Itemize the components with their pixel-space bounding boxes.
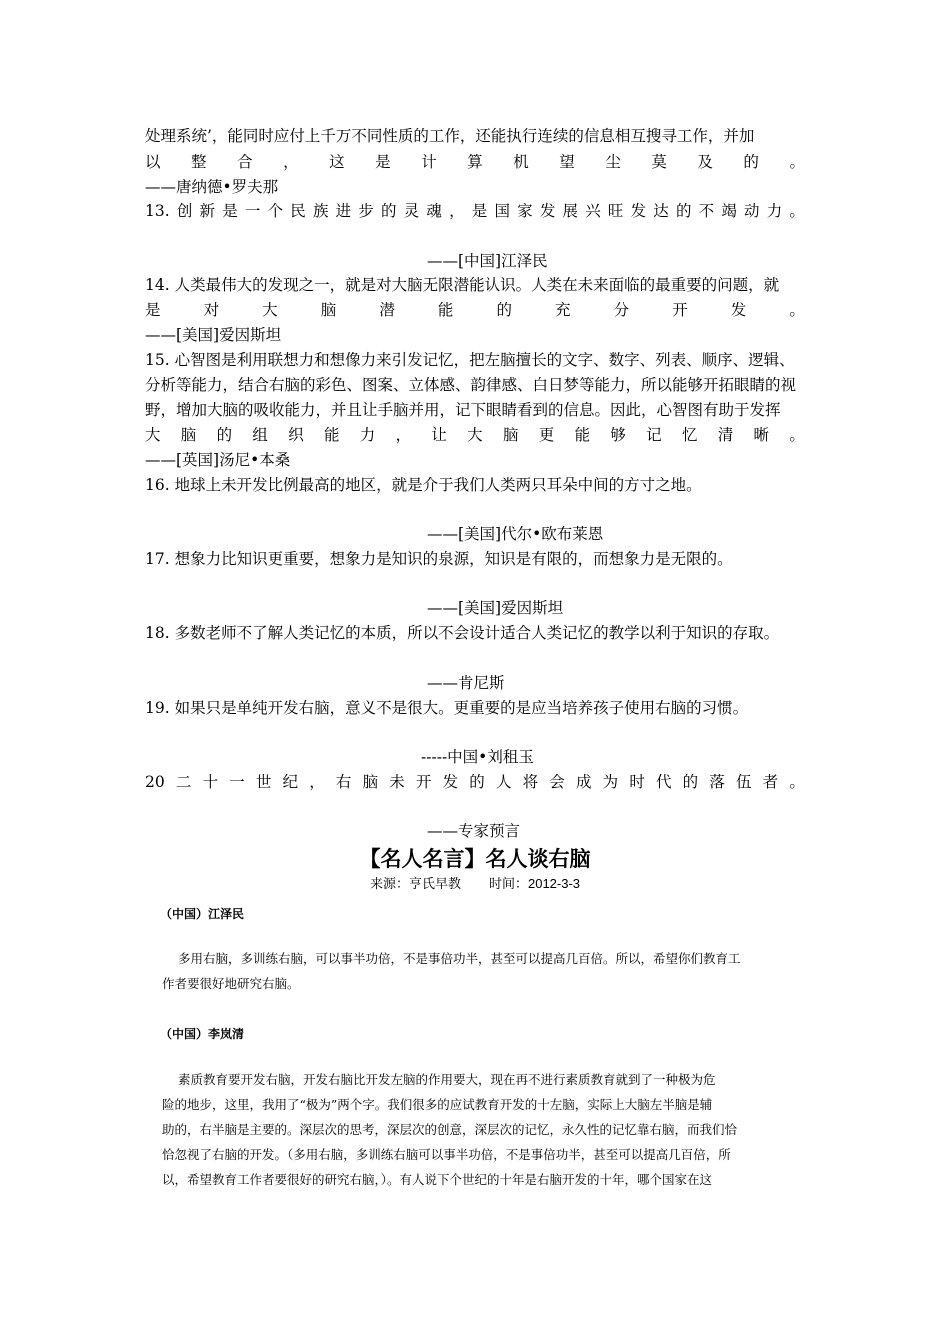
paragraph-line: 多用右脑，多训练右脑，可以事半功倍，不是事倍功半，甚至可以提高几百倍。所以，希望你们教育工 <box>178 951 741 966</box>
justified-char: 纪 <box>282 773 299 791</box>
quote-12-line-1: 处理系统’，能同时应付上千万不同性质的工作，还能执行连续的信息相互搜寻工作，并加 <box>145 127 755 145</box>
quote-14-line-1: 14. 人类最伟大的发现之一，就是对大脑无限潜能认识。人类在未来面临的最重要的问题，就 <box>145 276 780 294</box>
quote-13-line <box>145 199 805 223</box>
justified-char: 13. <box>145 202 170 220</box>
justified-char: 够 <box>610 426 626 444</box>
speaker-name-1: （中国）江泽民 <box>160 907 245 921</box>
paragraph-line: 助的，右半脑是主要的。深层次的思考，深层次的创意，深层次的记忆，永久性的记忆靠右脑，而我们恰 <box>162 1122 738 1137</box>
justified-char: 充 <box>555 301 571 319</box>
justified-char: 大 <box>145 426 161 444</box>
justified-char: 未 <box>389 773 405 791</box>
justified-char: 一 <box>229 773 245 791</box>
justified-char: 家 <box>517 202 533 220</box>
justified-char: 进 <box>335 202 352 220</box>
speaker-2-paragraph <box>162 1067 792 1192</box>
justified-char: 人 <box>495 773 512 791</box>
justified-char: 兴 <box>585 202 601 220</box>
justified-char: 灵 <box>403 202 420 220</box>
justified-char: 的 <box>216 426 233 444</box>
justified-char: 动 <box>744 202 760 220</box>
justified-char: 世 <box>255 773 272 791</box>
paragraph-line: 素质教育要开发右脑，开发右脑比开发左脑的作用要大，现在再不进行素质教育就到了一种极为危 <box>178 1072 716 1087</box>
justified-char: 国 <box>494 202 510 220</box>
justified-char: 将 <box>522 773 539 791</box>
quote-12-attribution: ——唐纳德•罗夫那 <box>145 178 279 196</box>
quote-20-line <box>145 770 805 794</box>
quote-16-line: 16. 地球上未开发比例最高的地区，就是介于我们人类两只耳朵中间的方寸之地。 <box>145 476 702 494</box>
justified-char: 发 <box>730 301 747 319</box>
quote-14-line-2 <box>145 298 805 322</box>
justified-char: 。 <box>789 426 805 444</box>
justified-char: 及 <box>697 153 713 171</box>
justified-char: 是 <box>145 301 161 319</box>
justified-char: 尘 <box>605 153 621 171</box>
justified-char: 记 <box>646 426 662 444</box>
speaker-1-paragraph <box>162 946 792 996</box>
justified-char: 能 <box>323 426 340 444</box>
justified-char: 合 <box>237 153 253 171</box>
justified-char: 力 <box>766 202 783 220</box>
justified-char: ， <box>449 202 465 220</box>
justified-char: 开 <box>415 773 432 791</box>
quote-15-line-4 <box>145 423 805 447</box>
quote-15-line-2: 分析等能力，结合右脑的彩色、图案、立体感、韵律感、白日梦等能力，所以能够开拓眼睛的视 <box>145 376 797 394</box>
justified-char: 十 <box>202 773 219 791</box>
justified-char: 。 <box>789 301 805 319</box>
justified-char: 20 <box>145 773 165 791</box>
justified-char: 能 <box>574 426 591 444</box>
paragraph-line: 以，希望教育工作者要很好的研究右脑，）。有人说下个世纪的十年是右脑开发的十年，哪个国家在这 <box>162 1172 713 1187</box>
quote-19-line: 19. 如果只是单纯开发右脑，意义不是很大。更重要的是应当培养孩子使用右脑的习惯。 <box>145 699 749 717</box>
justified-char: 脑 <box>502 426 519 444</box>
justified-char: 。 <box>789 202 805 220</box>
justified-char: 算 <box>467 153 483 171</box>
article-source: 来源：亨氏早教 <box>369 877 461 892</box>
justified-char: 的 <box>675 202 692 220</box>
justified-char: 个 <box>267 202 284 220</box>
justified-char: 以 <box>145 153 161 171</box>
justified-char: 展 <box>562 202 579 220</box>
quote-12-line-2 <box>145 150 805 174</box>
justified-char: 织 <box>288 426 304 444</box>
justified-char: 晰 <box>753 426 770 444</box>
justified-char: 右 <box>335 773 352 791</box>
quote-18-attribution: ——肯尼斯 <box>427 674 505 692</box>
justified-char: 对 <box>203 301 220 319</box>
justified-char: 力 <box>359 426 376 444</box>
justified-char: ， <box>283 153 299 171</box>
justified-char: 步 <box>358 202 374 220</box>
quote-17-attribution: ——[美国]爱因斯坦 <box>427 599 564 617</box>
speaker-name-2: （中国）李岚清 <box>160 1027 245 1041</box>
quote-15-line-1: 15. 心智图是利用联想力和想像力来引发记忆，把左脑擅长的文字、数字、列表、顺序、逻辑、 <box>145 351 795 369</box>
justified-char: 是 <box>471 202 488 220</box>
justified-char: 忆 <box>681 426 698 444</box>
justified-char: 创 <box>176 202 193 220</box>
justified-char: 大 <box>262 301 278 319</box>
justified-char: 分 <box>613 301 630 319</box>
justified-char: 的 <box>381 202 397 220</box>
justified-char: 潜 <box>379 301 395 319</box>
justified-char: 能 <box>437 301 454 319</box>
justified-char: 新 <box>199 202 216 220</box>
justified-char: 魂 <box>426 202 442 220</box>
justified-char: 开 <box>672 301 688 319</box>
justified-char: 望 <box>559 153 575 171</box>
quote-15-attribution: ——[英国]汤尼•本桑 <box>145 451 291 469</box>
article-title: 【名人名言】名人谈右脑 <box>359 847 591 871</box>
justified-char: 伍 <box>736 773 752 791</box>
quote-15-line-3: 野，增加大脑的吸收能力，并且让手脑并用，记下眼睛看到的信息。因此，心智图有助于发挥 <box>145 401 781 419</box>
justified-char: 脑 <box>320 301 337 319</box>
justified-char: 为 <box>602 773 619 791</box>
justified-char: 达 <box>653 202 669 220</box>
justified-char: 一 <box>244 202 261 220</box>
justified-char: 脑 <box>362 773 379 791</box>
article-time: 时间：2012-3-3 <box>488 876 581 891</box>
justified-char: ， <box>309 773 325 791</box>
justified-char: 成 <box>575 773 592 791</box>
justified-char: 落 <box>709 773 725 791</box>
justified-char: 是 <box>222 202 238 220</box>
justified-char: 是 <box>375 153 391 171</box>
paragraph-line: 险的地步，这里，我用了“极为”两个字。我们很多的应试教育开发的十左脑，实际上大脑左半脑是辅 <box>162 1097 713 1112</box>
paragraph-line: 作者要很好地研究右脑。 <box>162 976 300 991</box>
justified-char: 。 <box>789 773 805 791</box>
justified-char: 的 <box>682 773 699 791</box>
justified-char: 组 <box>252 426 268 444</box>
justified-char: 这 <box>329 153 345 171</box>
quote-20-attribution: ——专家预言 <box>427 822 521 840</box>
justified-char: 莫 <box>651 153 667 171</box>
article-meta <box>0 874 950 895</box>
justified-char: 时 <box>629 773 645 791</box>
paragraph-line: 恰忽视了右脑的开发。（多用右脑，多训练右脑可以事半功倍，不是事倍功半，甚至可以提高几百倍，所 <box>162 1147 731 1162</box>
justified-char: 不 <box>698 202 715 220</box>
justified-char: 民 <box>290 202 306 220</box>
justified-char: 发 <box>442 773 459 791</box>
justified-char: 机 <box>513 153 529 171</box>
quote-16-attribution: ——[美国]代尔•欧布莱恩 <box>427 525 604 543</box>
quote-14-attribution: ——[美国]爱因斯坦 <box>145 326 282 344</box>
justified-char: 的 <box>496 301 512 319</box>
justified-char: 的 <box>743 153 759 171</box>
justified-char: 会 <box>549 773 565 791</box>
justified-char: 大 <box>467 426 483 444</box>
justified-char: 竭 <box>721 202 737 220</box>
quote-18-line: 18. 多数老师不了解人类记忆的本质，所以不会设计适合人类记忆的教学以利于知识的存取。 <box>145 624 780 642</box>
justified-char: 整 <box>191 153 207 171</box>
justified-char: 二 <box>175 773 192 791</box>
justified-char: 计 <box>421 153 437 171</box>
justified-char: 旺 <box>607 202 624 220</box>
justified-char: 让 <box>431 426 447 444</box>
quote-19-attribution: -----中国•刘租玉 <box>421 748 534 766</box>
justified-char: 者 <box>762 773 779 791</box>
justified-char: 发 <box>630 202 647 220</box>
justified-char: ， <box>395 426 412 444</box>
justified-char: 清 <box>717 426 734 444</box>
justified-char: 更 <box>538 426 555 444</box>
justified-char: 族 <box>312 202 329 220</box>
quote-17-line: 17. 想象力比知识更重要，想象力是知识的泉源，知识是有限的，而想象力是无限的。 <box>145 550 733 568</box>
justified-char: 的 <box>469 773 485 791</box>
quote-13-attribution: ——[中国]江泽民 <box>427 252 548 270</box>
justified-char: 脑 <box>180 426 197 444</box>
justified-char: 代 <box>655 773 672 791</box>
justified-char: 发 <box>539 202 556 220</box>
justified-char: 。 <box>789 153 805 171</box>
